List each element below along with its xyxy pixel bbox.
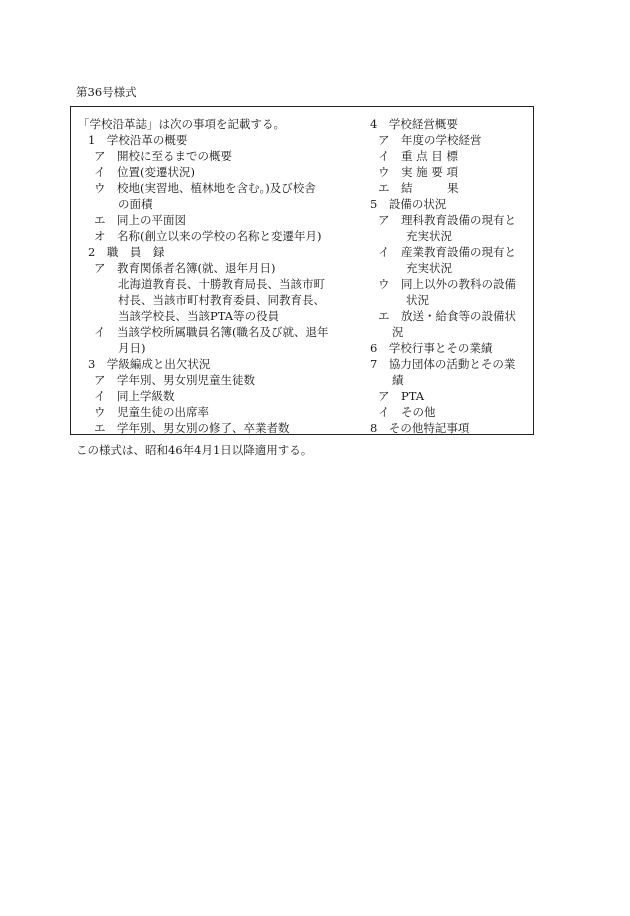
section-item-continued: 北海道教育長、十勝教育局長、当該市町 — [118, 277, 325, 291]
section-item-continued: 月日) — [118, 341, 146, 355]
section-item-continued: 村長、当該市町村教育委員、同教育長、 — [118, 293, 325, 307]
section-item-continued: 充実状況 — [406, 229, 452, 243]
section-item-continued: 当該学校長、当該PTA等の役員 — [118, 309, 280, 323]
section-heading-8: 8 その他特記事項 — [370, 421, 470, 435]
section-item: ア 開校に至るまでの概要 — [94, 149, 232, 163]
section-item-continued: 況 — [392, 325, 404, 339]
section-heading-2: 2 職 員 録 — [88, 245, 165, 259]
form-title: 第36号様式 — [76, 85, 137, 99]
section-item: ウ 同上以外の教科の設備 — [378, 277, 516, 291]
section-item: イ その他 — [378, 405, 436, 419]
section-item: ア 教育関係者名簿(就、退年月日) — [94, 261, 276, 275]
section-item: ア PTA — [378, 389, 425, 403]
intro-text: 「学校沿革誌」は次の事項を記載する。 — [78, 117, 285, 131]
section-item: ア 年度の学校経営 — [378, 133, 482, 147]
section-item: ア 学年別、男女別児童生徒数 — [94, 373, 255, 387]
section-heading-1: 1 学校沿革の概要 — [88, 133, 188, 147]
section-heading-3: 3 学級編成と出欠状況 — [88, 357, 211, 371]
section-item: エ 同上の平面図 — [94, 213, 186, 227]
section-item-continued: の面積 — [118, 197, 153, 211]
section-item: イ 同上学級数 — [94, 389, 175, 403]
section-item-continued: 状況 — [406, 293, 429, 307]
section-item: イ 位置(変遷状況) — [94, 165, 195, 179]
section-item: ウ 校地(実習地、植林地を含む。)及び校舎 — [94, 181, 316, 195]
footer-note: この様式は、昭和46年4月1日以降適用する。 — [76, 443, 313, 457]
section-item: ア 理科教育設備の現有と — [378, 213, 516, 227]
section-item: ウ 実 施 要 項 — [378, 165, 458, 179]
section-heading-4: 4 学校経営概要 — [370, 117, 458, 131]
section-heading-7: 7 協力団体の活動とその業 — [370, 357, 516, 371]
section-heading-5: 5 設備の状況 — [370, 197, 447, 211]
section-item: エ 結 果 — [378, 181, 459, 195]
section-item: エ 学年別、男女別の修了、卒業者数 — [94, 421, 290, 435]
section-heading-continued: 績 — [392, 373, 404, 387]
section-item: エ 放送・給食等の設備状 — [378, 309, 516, 323]
section-item: イ 産業教育設備の現有と — [378, 245, 516, 259]
section-heading-6: 6 学校行事とその業績 — [370, 341, 493, 355]
section-item: オ 名称(創立以来の学校の名称と変遷年月) — [94, 229, 322, 243]
section-item-continued: 充実状況 — [406, 261, 452, 275]
section-item: イ 重 点 目 標 — [378, 149, 458, 163]
section-item: イ 当該学校所属職員名簿(職名及び就、退年 — [94, 325, 329, 339]
section-item: ウ 児童生徒の出席率 — [94, 405, 209, 419]
